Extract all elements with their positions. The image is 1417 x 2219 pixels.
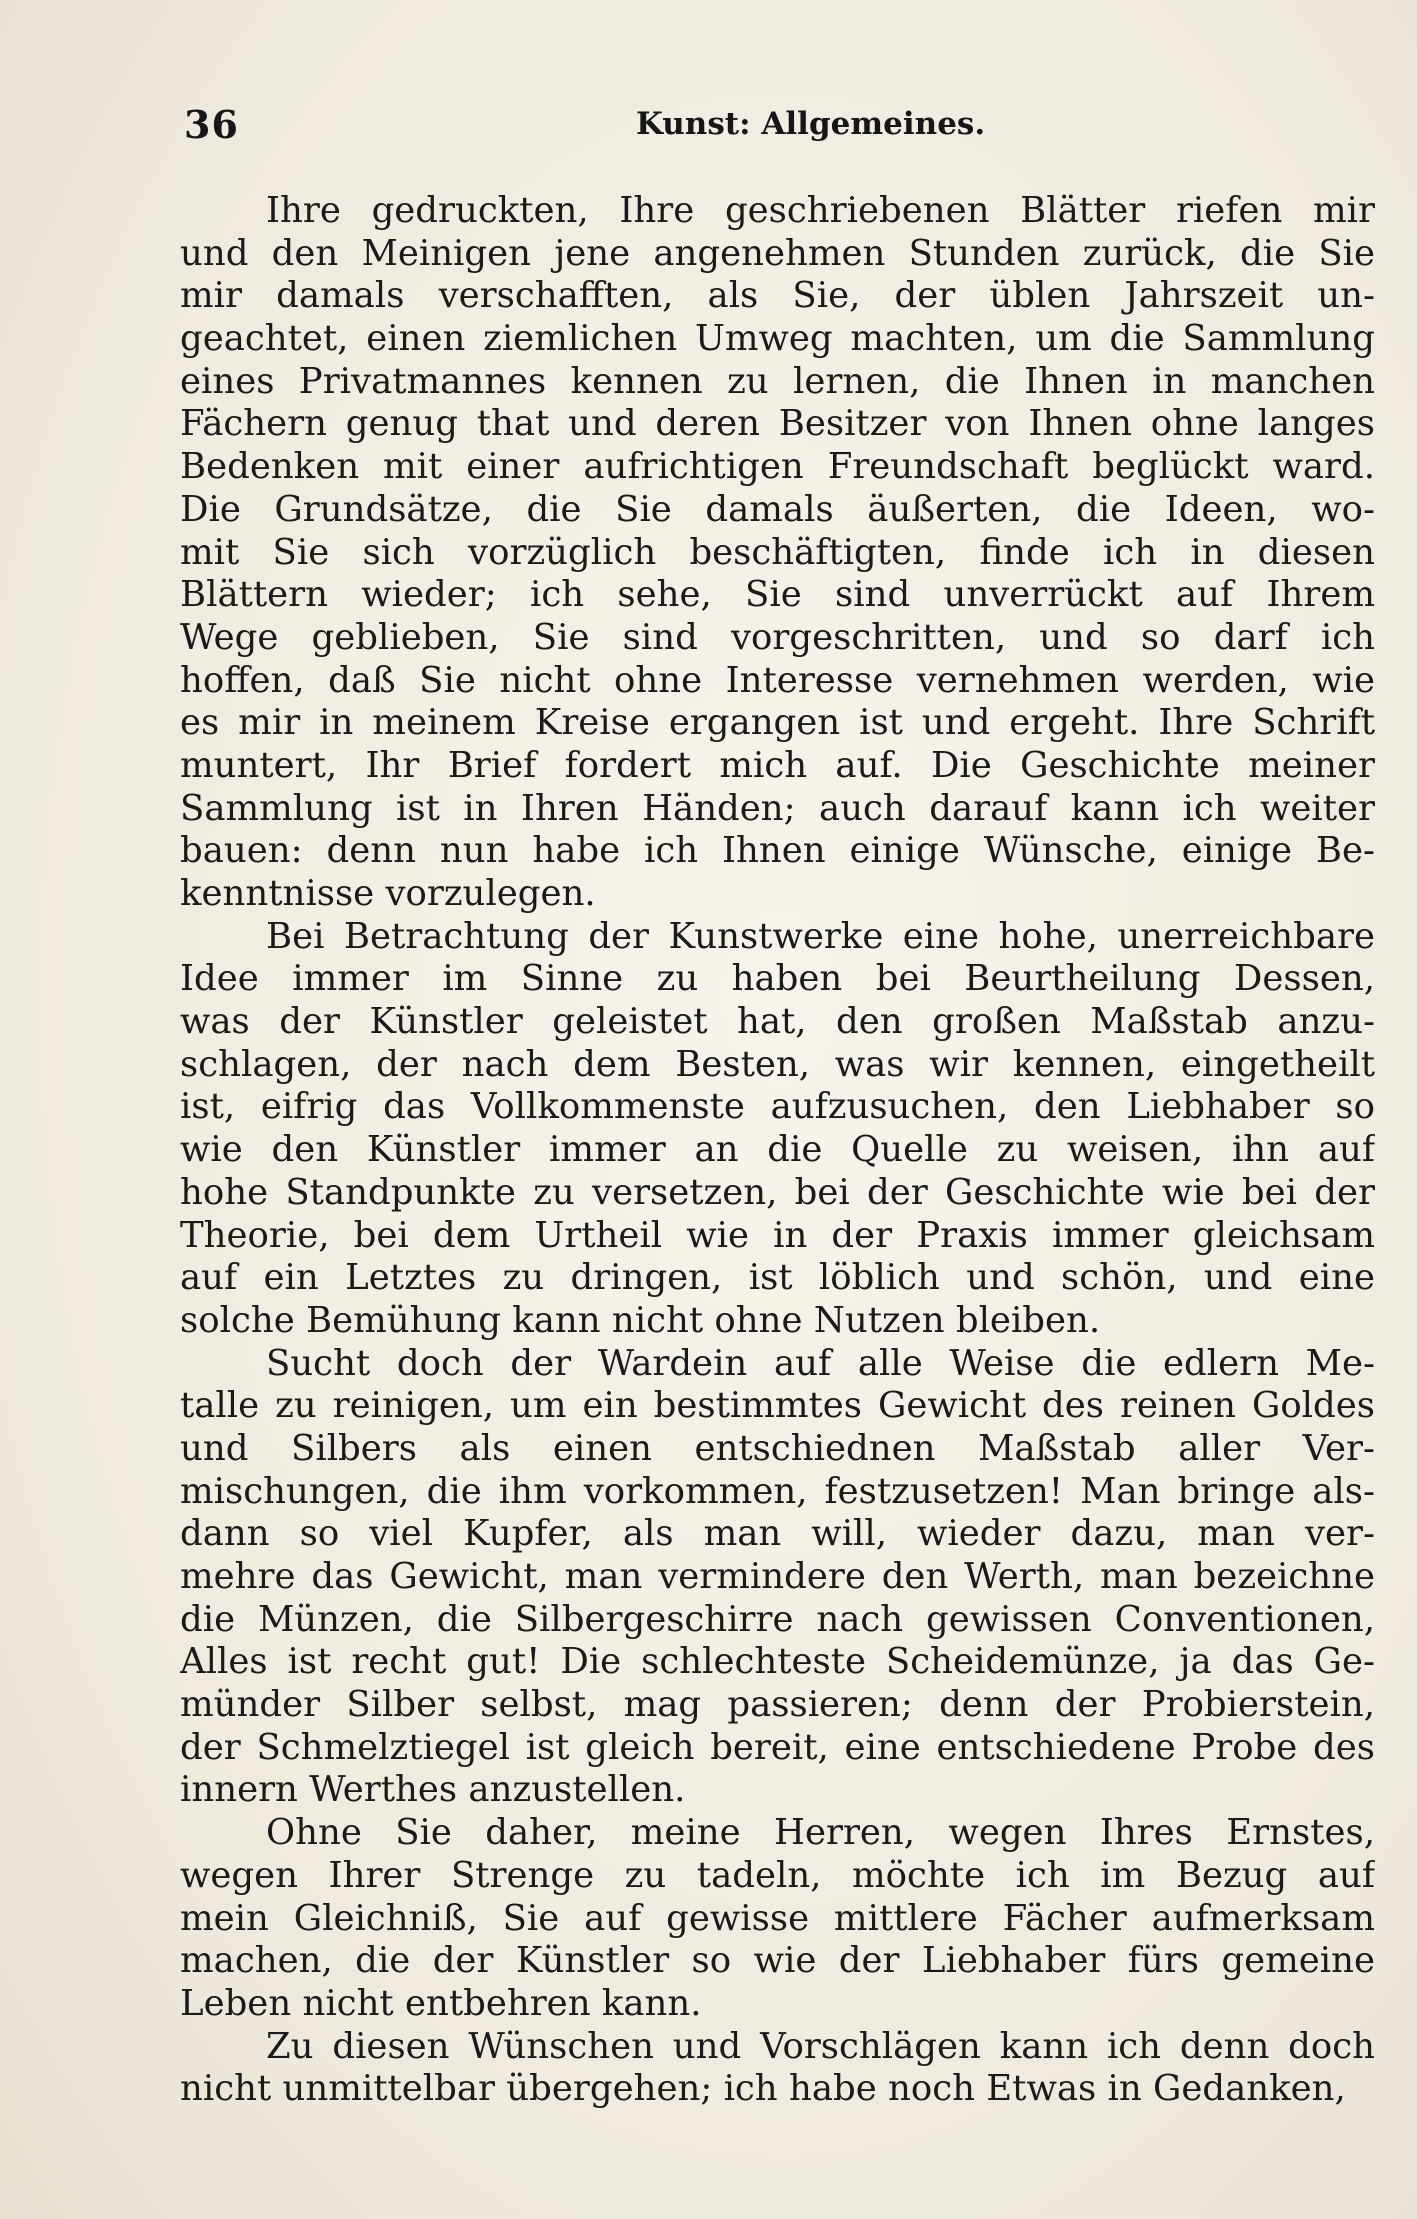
text-line: und Silbers als einen entschiednen Maßstab aller Ver- — [180, 1427, 1375, 1469]
text-line: Zu diesen Wünschen und Vorschlägen kann ich denn doch — [266, 2025, 1375, 2067]
text-line: die Münzen, die Silbergeschirre nach gewissen Conventionen, — [180, 1598, 1375, 1640]
text-line: Bei Betrachtung der Kunstwerke eine hohe, unerreichbare — [266, 915, 1375, 957]
text-line: nicht unmittelbar übergehen; ich habe noch Etwas in Gedanken, — [180, 2068, 1346, 2110]
text-line: Bedenken mit einer aufrichtigen Freundschaft beglückt ward. — [180, 446, 1375, 488]
text-line: machen, die der Künstler so wie der Liebhaber fürs gemeine — [180, 1940, 1375, 1982]
text-line: bauen: denn nun habe ich Ihnen einige Wünsche, einige Be- — [180, 830, 1375, 872]
paragraph — [180, 190, 1375, 916]
paragraph — [180, 1343, 1375, 1813]
page-header — [184, 102, 1374, 152]
text-line: Sammlung ist in Ihren Händen; auch darauf kann ich weiter — [180, 787, 1375, 829]
text-line: Idee immer im Sinne zu haben bei Beurtheilung Dessen, — [180, 958, 1375, 1000]
text-line: talle zu reinigen, um ein bestimmtes Gewicht des reinen Goldes — [180, 1385, 1375, 1427]
text-line: Die Grundsätze, die Sie damals äußerten, die Ideen, wo- — [180, 488, 1375, 530]
text-line: es mir in meinem Kreise ergangen ist und ergeht. Ihre Schrift — [180, 702, 1375, 744]
text-line: kenntnisse vorzulegen. — [180, 873, 596, 914]
text-line: Alles ist recht gut! Die schlechteste Scheidemünze, ja das Ge- — [180, 1641, 1375, 1683]
text-line: Leben nicht entbehren kann. — [180, 1982, 702, 2024]
text-line: dann so viel Kupfer, als man will, wieder dazu, man ver- — [180, 1513, 1375, 1555]
body-text — [180, 190, 1375, 2111]
text-line: solche Bemühung kann nicht ohne Nutzen bleiben. — [180, 1299, 1101, 1341]
text-line: Ihre gedruckten, Ihre geschriebenen Blätter riefen mir — [266, 190, 1375, 231]
text-line: mischungen, die ihm vorkommen, festzusetzen! Man bringe als- — [180, 1470, 1375, 1512]
text-line: was der Künstler geleistet hat, den großen Maßstab anzu- — [180, 1001, 1375, 1043]
paragraph — [180, 1812, 1375, 2025]
text-line: Ohne Sie daher, meine Herren, wegen Ihres Ernstes, — [266, 1812, 1375, 1854]
text-line: schlagen, der nach dem Besten, was wir kennen, eingetheilt — [180, 1043, 1375, 1085]
text-line: hoffen, daß Sie nicht ohne Interesse vernehmen werden, wie — [180, 659, 1375, 701]
text-line: geachtet, einen ziemlichen Umweg machten, um die Sammlung — [180, 318, 1375, 360]
paragraph — [180, 2026, 1375, 2111]
paragraph — [180, 916, 1375, 1343]
text-line: Sucht doch der Wardein auf alle Weise die edlern Me- — [266, 1342, 1375, 1384]
text-line: ist, eifrig das Vollkommenste aufzusuchen, den Liebhaber so — [180, 1086, 1375, 1128]
text-line: Theorie, bei dem Urtheil wie in der Praxis immer gleichsam — [180, 1214, 1375, 1256]
text-line: wegen Ihrer Strenge zu tadeln, möchte ich im Bezug auf — [180, 1854, 1375, 1896]
text-line: Wege geblieben, Sie sind vorgeschritten, und so darf ich — [180, 616, 1375, 658]
text-line: eines Privatmannes kennen zu lernen, die Ihnen in manchen — [180, 360, 1375, 402]
text-line: münder Silber selbst, mag passieren; denn der Probierstein, — [180, 1684, 1375, 1726]
text-line: und den Meinigen jene angenehmen Stunden zurück, die Sie — [180, 232, 1375, 274]
text-line: mir damals verschafften, als Sie, der üblen Jahrszeit un- — [180, 275, 1375, 317]
text-line: der Schmelztiegel ist gleich bereit, eine entschiedene Probe des — [180, 1726, 1375, 1768]
text-line: Fächern genug that und deren Besitzer von Ihnen ohne langes — [180, 403, 1375, 445]
text-line: hohe Standpunkte zu versetzen, bei der Geschichte wie bei der — [180, 1171, 1375, 1213]
page-number: 36 — [184, 102, 239, 147]
text-line: auf ein Letztes zu dringen, ist löblich und schön, und eine — [180, 1257, 1375, 1299]
text-line: mein Gleichniß, Sie auf gewisse mittlere Fächer aufmerksam — [180, 1897, 1375, 1939]
text-line: mit Sie sich vorzüglich beschäftigten, finde ich in diesen — [180, 531, 1375, 573]
text-line: Blättern wieder; ich sehe, Sie sind unverrückt auf Ihrem — [180, 574, 1375, 616]
text-line: innern Werthes anzustellen. — [180, 1769, 686, 1811]
text-line: wie den Künstler immer an die Quelle zu weisen, ihn auf — [180, 1129, 1375, 1171]
running-head: Kunst: Allgemeines. — [636, 106, 986, 142]
text-line: mehre das Gewicht, man vermindere den Werth, man bezeichne — [180, 1556, 1375, 1597]
text-line: muntert, Ihr Brief fordert mich auf. Die Geschichte meiner — [180, 744, 1375, 786]
